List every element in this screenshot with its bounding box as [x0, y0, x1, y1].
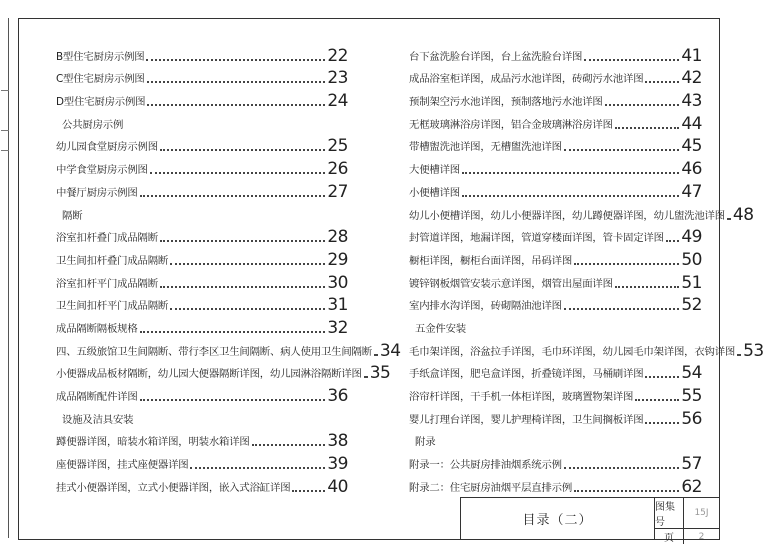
- toc-entry: [409, 471, 702, 497]
- margin-tick: [1, 130, 9, 131]
- leader-dots: [170, 308, 325, 310]
- entry-title: 大便槽详图: [409, 164, 460, 177]
- leader-dots: [727, 218, 731, 220]
- atlas-number-label: 图集号: [655, 498, 684, 528]
- section-title: 附录: [415, 436, 436, 449]
- leader-dots: [190, 467, 325, 469]
- toc-section-heading: [56, 403, 348, 426]
- leader-dots: [564, 149, 680, 151]
- entry-page-number: 39: [327, 454, 348, 475]
- toc-section-heading: [409, 312, 702, 335]
- margin-tick: [1, 90, 9, 91]
- atlas-number-value: 15J: [694, 508, 709, 518]
- entry-page-number: 30: [327, 272, 348, 293]
- toc-right-column: [409, 40, 764, 497]
- toc-left-column: [56, 40, 401, 497]
- entry-title: 婴儿打理台详图，婴儿护理椅详图，卫生间搁板详图: [409, 413, 644, 426]
- entry-page-number: 34: [379, 340, 401, 361]
- leader-dots: [615, 286, 680, 288]
- leader-dots: [140, 331, 326, 333]
- toc-entry: [56, 153, 348, 180]
- toc-entry: [409, 176, 702, 202]
- entry-title: D型住宅厨房示例图: [56, 96, 146, 109]
- entry-title: 手纸盒详图，肥皂盒详图，折叠镜详图，马桶刷详图: [409, 368, 644, 381]
- entry-title: 蹲便器详图，暗装水箱详图，明装水箱详图: [56, 436, 250, 449]
- toc-entry: [56, 471, 348, 497]
- leader-dots: [615, 127, 680, 129]
- entry-title: 附录一：公共厨房排油烟系统示例: [409, 459, 562, 472]
- entry-page-number: 57: [681, 454, 702, 475]
- leader-dots: [147, 104, 325, 106]
- entry-page-number: 38: [327, 431, 348, 452]
- leader-dots: [645, 422, 679, 424]
- leader-dots: [170, 263, 325, 265]
- entry-page-number: 44: [681, 113, 702, 134]
- entry-title: 小便槽详图: [409, 186, 460, 199]
- entry-page-number: 25: [327, 136, 348, 157]
- entry-title: 浴帘杆详图，干手机一体柜详图，玻璃置物架详图: [409, 391, 634, 403]
- toc-entry: [409, 335, 764, 361]
- toc-entry: [56, 63, 348, 89]
- toc-entry: [409, 222, 702, 248]
- toc-entry: [56, 290, 348, 316]
- leader-dots: [645, 81, 679, 83]
- toc-section-heading: [56, 199, 348, 222]
- toc-entry: [56, 312, 348, 338]
- leader-dots: [584, 59, 679, 61]
- leader-dots: [645, 376, 679, 378]
- section-title: 五金件安装: [415, 322, 466, 335]
- toc-entry: [56, 380, 348, 406]
- toc-entry: [56, 267, 348, 293]
- entry-page-number: 24: [327, 91, 348, 112]
- leader-dots: [150, 172, 326, 174]
- toc-entry: [56, 85, 348, 112]
- toc-entry: [409, 358, 702, 384]
- entry-title: 卫生间扣杆平门成品隔断: [56, 300, 169, 313]
- entry-page-number: 40: [327, 476, 348, 497]
- entry-title: 幼儿园食堂厨房示例图: [56, 141, 158, 154]
- entry-page-number: 46: [681, 159, 702, 180]
- entry-title: 中餐厅厨房示例图: [56, 186, 138, 199]
- toc-entry: [409, 199, 754, 225]
- leader-dots: [146, 59, 325, 61]
- toc-entry: [409, 85, 702, 112]
- entry-page-number: 42: [681, 68, 702, 89]
- title-block: [460, 497, 719, 544]
- entry-page-number: 43: [681, 91, 702, 112]
- entry-title: 幼儿小便槽详图，幼儿小便器详图，幼儿蹲便器详图，幼儿盥洗池详图: [409, 209, 725, 222]
- entry-page-number: 29: [327, 249, 348, 270]
- entry-page-number: 31: [327, 295, 348, 316]
- toc-entry: [409, 63, 702, 89]
- entry-page-number: 51: [681, 272, 702, 293]
- toc-entry: [56, 426, 348, 452]
- entry-title: 成品浴室柜详图，成品污水池详图，砖砌污水池详图: [409, 73, 644, 86]
- leader-dots: [140, 399, 326, 401]
- entry-title: 中学食堂厨房示例图: [56, 164, 148, 177]
- toc-entry: [56, 40, 348, 66]
- entry-page-number: 50: [681, 249, 702, 270]
- entry-page-number: 35: [369, 363, 391, 384]
- entry-title: 小便器成品板材隔断，幼儿园大便器隔断详图，幼儿园淋浴隔断详图: [56, 368, 362, 381]
- entry-title: 挂式小便器详图，立式小便器详图，嵌入式浴缸详图: [56, 481, 291, 494]
- entry-title: 镀锌钢板烟管安装示意详图，烟管出屋面详图: [409, 277, 613, 290]
- entry-title: 封管道详图，地漏详图，管道穿楼面详图，管卡固定详图: [409, 232, 664, 245]
- entry-page-number: 54: [681, 363, 702, 384]
- entry-page-number: 22: [327, 45, 348, 66]
- entry-page-number: 55: [681, 386, 702, 406]
- toc-entry: [56, 244, 348, 270]
- entry-title: C型住宅厨房示例图: [56, 73, 145, 86]
- toc-entry: [409, 244, 702, 270]
- leader-dots: [252, 444, 326, 446]
- entry-page-number: 45: [681, 136, 702, 157]
- entry-page-number: 48: [732, 204, 754, 225]
- toc-entry: [409, 448, 702, 475]
- leader-dots: [292, 490, 325, 492]
- leader-dots: [737, 354, 741, 356]
- page-number-value: 2: [698, 531, 705, 542]
- entry-title: 成品隔断配件详图: [56, 391, 138, 403]
- entry-title: 浴室扣杆平门成品隔断: [56, 277, 158, 290]
- entry-page-number: 28: [327, 227, 348, 248]
- entry-page-number: 53: [743, 340, 764, 361]
- toc-entry: [56, 131, 348, 157]
- entry-page-number: 56: [681, 408, 702, 429]
- entry-title: 无框玻璃淋浴房详图，铝合金玻璃淋浴房详图: [409, 118, 613, 131]
- leader-dots: [564, 308, 680, 310]
- entry-page-number: 62: [681, 476, 702, 497]
- leader-dots: [147, 81, 326, 83]
- page-label: 页: [655, 529, 684, 544]
- sheet-title: 目录（二）: [461, 498, 655, 539]
- leader-dots: [160, 240, 325, 242]
- toc-entry: [409, 403, 702, 429]
- section-title: 隔断: [62, 209, 83, 222]
- leader-dots: [160, 149, 325, 151]
- toc-entry: [409, 153, 702, 180]
- entry-title: 座便器详图，挂式座便器详图: [56, 459, 189, 472]
- toc-entry: [56, 448, 348, 475]
- leader-dots: [666, 240, 680, 242]
- toc-entry: [56, 335, 401, 361]
- entry-title: 带槽盥洗池详图，无槽盥洗池详图: [409, 141, 562, 154]
- entry-page-number: 47: [681, 181, 702, 202]
- entry-title: 成品隔断隔板规格: [56, 322, 138, 335]
- toc-entry: [409, 40, 702, 66]
- entry-title: 浴室扣杆叠门成品隔断: [56, 232, 158, 245]
- entry-page-number: 52: [681, 295, 702, 316]
- entry-page-number: 23: [327, 68, 348, 89]
- entry-page-number: 49: [681, 227, 702, 248]
- entry-title: 台下盆洗脸台详图，台上盆洗脸台详图: [409, 50, 583, 63]
- leader-dots: [140, 195, 326, 197]
- leader-dots: [160, 286, 325, 288]
- entry-page-number: 26: [327, 159, 348, 180]
- entry-title: 橱柜详图，橱柜台面详图，吊码详图: [409, 254, 573, 267]
- entry-title: 卫生间扣杆叠门成品隔断: [56, 254, 169, 267]
- toc-entry: [409, 267, 702, 293]
- leader-dots: [574, 263, 679, 265]
- toc-section-heading: [56, 108, 348, 131]
- leader-dots: [364, 376, 368, 378]
- toc-entry: [409, 131, 702, 157]
- binding-margin-line: [8, 18, 9, 538]
- leader-dots: [374, 354, 378, 356]
- toc-entry: [409, 290, 702, 316]
- entry-title: 附录二：住宅厨房油烟平层直排示例: [409, 481, 573, 494]
- toc-entry: [56, 176, 348, 202]
- entry-page-number: 36: [327, 386, 348, 406]
- entry-page-number: 41: [681, 45, 702, 66]
- toc-entry: [409, 380, 702, 406]
- entry-title: 毛巾架详图，浴盆拉手详图，毛巾环详图，幼儿园毛巾架详图，衣钩详图: [409, 345, 736, 358]
- toc-section-heading: [409, 426, 702, 449]
- toc-entry: [56, 222, 348, 248]
- entry-title: B型住宅厨房示例图: [56, 50, 145, 63]
- section-title: 公共厨房示例: [62, 118, 124, 131]
- toc-entry: [56, 358, 391, 384]
- toc-entry: [409, 108, 702, 134]
- margin-tick: [1, 150, 9, 151]
- section-title: 设施及洁具安装: [62, 413, 134, 426]
- leader-dots: [462, 195, 679, 197]
- leader-dots: [574, 490, 679, 492]
- entry-page-number: 32: [327, 317, 348, 338]
- leader-dots: [605, 104, 680, 106]
- leader-dots: [564, 467, 680, 469]
- entry-title: 四、五级旅馆卫生间隔断、带行李区卫生间隔断、病人使用卫生间隔断: [56, 345, 372, 358]
- entry-title: 室内排水沟详图，砖砌隔油池详图: [409, 300, 562, 313]
- entry-title: 预制架空污水池详图，预制落地污水池详图: [409, 96, 603, 109]
- leader-dots: [635, 399, 679, 401]
- leader-dots: [462, 172, 679, 174]
- entry-page-number: 27: [327, 181, 348, 202]
